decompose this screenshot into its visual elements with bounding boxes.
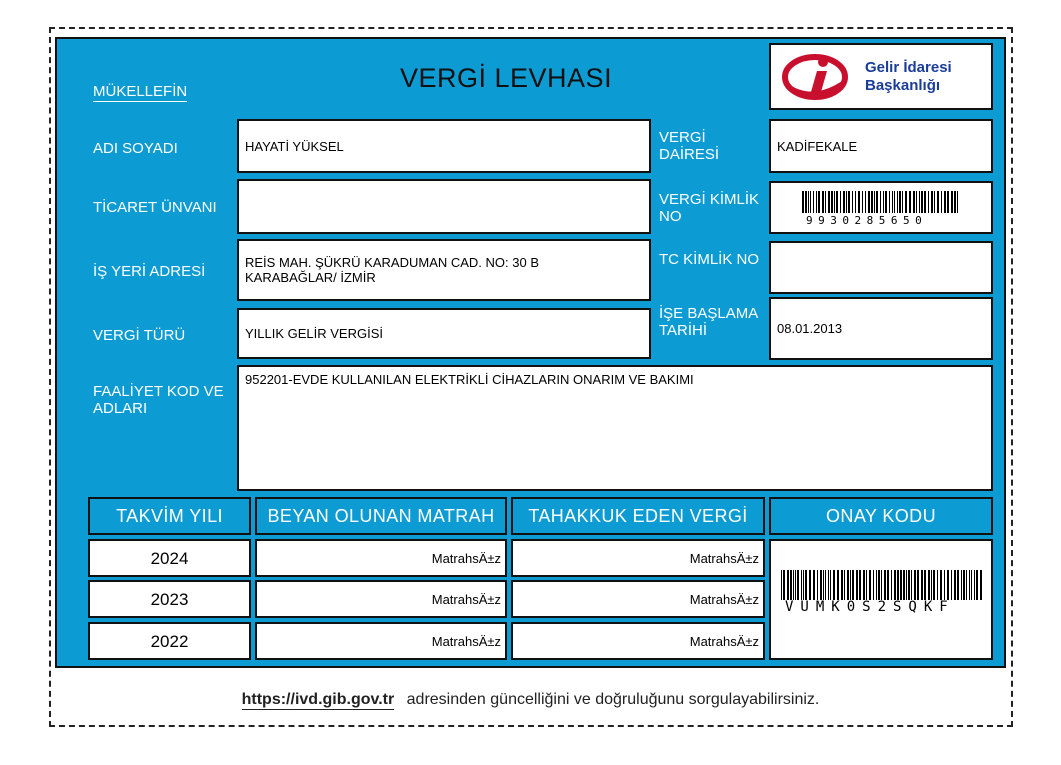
barcode-stripe — [937, 191, 939, 213]
label-ticaret-unvani: TİCARET ÜNVANI — [93, 199, 217, 216]
barcode-stripe — [884, 570, 886, 600]
barcode-stripe — [885, 191, 887, 213]
barcode-stripe — [813, 570, 815, 600]
vkn-barcode — [802, 191, 960, 213]
barcode-stripe — [805, 191, 807, 213]
barcode-stripe — [919, 191, 920, 213]
barcode-stripe — [963, 570, 965, 600]
barcode-stripe — [797, 570, 799, 600]
barcode-stripe — [961, 570, 962, 600]
barcode-stripe — [802, 191, 804, 213]
barcode-stripe — [921, 570, 923, 600]
table-row-matrah: MatrahsÄ±z — [255, 580, 507, 618]
barcode-stripe — [841, 570, 843, 600]
barcode-stripe — [847, 570, 849, 600]
value-vergi-dairesi: KADİFEKALE — [769, 119, 993, 173]
barcode-stripe — [801, 570, 802, 600]
barcode-stripe — [974, 570, 975, 600]
barcode-stripe — [897, 191, 898, 213]
barcode-stripe — [822, 191, 824, 213]
barcode-stripe — [971, 570, 972, 600]
barcode-stripe — [795, 570, 796, 600]
barcode-stripe — [783, 570, 785, 600]
barcode-stripe — [831, 191, 833, 213]
gib-logo — [769, 43, 993, 110]
barcode-stripe — [859, 570, 861, 600]
barcode-stripe — [805, 570, 807, 600]
barcode-stripe — [828, 570, 829, 600]
barcode-stripe — [902, 191, 903, 213]
barcode-stripe — [891, 570, 892, 600]
logo-line-2: Başkanlığı — [865, 76, 941, 94]
value-ise-baslama: 08.01.2013 — [769, 297, 993, 360]
barcode-stripe — [957, 191, 958, 213]
barcode-stripe — [900, 570, 902, 600]
onay-kodu-box — [769, 539, 993, 660]
barcode-stripe — [887, 570, 889, 600]
barcode-stripe — [840, 191, 841, 213]
barcode-stripe — [869, 570, 871, 600]
barcode-stripe — [880, 191, 881, 213]
value-is-yeri-adresi: REİS MAH. ŞÜKRÜ KARADUMAN CAD. NO: 30 B KARABAĞLAR/ İZMİR — [237, 239, 651, 301]
barcode-stripe — [908, 570, 910, 600]
logo-line-1: Gelir İdaresi — [865, 58, 952, 76]
table-row-year: 2022 — [88, 622, 251, 660]
barcode-stripe — [905, 191, 907, 213]
barcode-stripe — [787, 570, 789, 600]
tax-plate-panel — [55, 37, 1006, 668]
footer-text: adresinden güncelliğini ve doğruluğunu sorgulayabilirsiniz. — [406, 691, 820, 708]
barcode-stripe — [790, 570, 792, 600]
barcode-stripe — [837, 570, 839, 600]
barcode-stripe — [852, 570, 854, 600]
barcode-stripe — [899, 191, 901, 213]
barcode-stripe — [917, 570, 919, 600]
barcode-stripe — [876, 570, 877, 600]
barcode-stripe — [937, 570, 938, 600]
barcode-stripe — [803, 570, 804, 600]
label-ise-baslama: İŞE BAŞLAMA TARİHİ — [659, 305, 758, 339]
barcode-stripe — [809, 570, 811, 600]
barcode-stripe — [820, 570, 822, 600]
value-tc-kimlik-no — [769, 241, 993, 294]
label-tc-kimlik-no: TC KİMLİK NO — [659, 251, 760, 268]
barcode-stripe — [871, 191, 873, 213]
label-faaliyet: FAALİYET KOD VE ADLARI — [93, 383, 224, 417]
section-label: MÜKELLEFİN — [93, 83, 188, 100]
barcode-stripe — [940, 570, 942, 600]
value-ticaret-unvani — [237, 179, 651, 234]
barcode-stripe — [951, 191, 953, 213]
value-faaliyet: 952201-EVDE KULLANILAN ELEKTRİKLİ CİHAZLARIN ONARIM VE BAKIMI — [237, 365, 993, 491]
header-beyan-olunan-matrah: BEYAN OLUNAN MATRAH — [255, 497, 507, 535]
barcode-stripe — [897, 570, 899, 600]
barcode-stripe — [866, 570, 867, 600]
barcode-stripe — [928, 191, 929, 213]
barcode-stripe — [816, 191, 817, 213]
barcode-stripe — [924, 570, 926, 600]
barcode-stripe — [855, 191, 856, 213]
barcode-stripe — [825, 191, 826, 213]
onay-kodu-barcode — [781, 570, 983, 600]
barcode-stripe — [813, 191, 814, 213]
barcode-stripe — [883, 191, 884, 213]
barcode-stripe — [881, 570, 882, 600]
barcode-stripe — [858, 191, 860, 213]
barcode-stripe — [865, 191, 866, 213]
onay-kodu-text: VUMK0S2SQKF — [785, 599, 955, 615]
barcode-stripe — [924, 191, 926, 213]
barcode-stripe — [889, 191, 890, 213]
label-vergi-kimlik-no: VERGİ KİMLİK NO — [659, 191, 760, 225]
barcode-stripe — [916, 191, 917, 213]
barcode-stripe — [818, 191, 820, 213]
barcode-stripe — [966, 570, 967, 600]
barcode-stripe — [878, 570, 880, 600]
barcode-stripe — [850, 570, 851, 600]
header-onay-kodu: ONAY KODU — [769, 497, 993, 535]
barcode-stripe — [873, 570, 874, 600]
label-adi-soyadi: ADI SOYADI — [93, 140, 178, 157]
value-vergi-turu: YILLIK GELİR VERGİSİ — [237, 308, 651, 359]
barcode-stripe — [810, 191, 811, 213]
label-vergi-turu: VERGİ TÜRÜ — [93, 327, 186, 344]
barcode-stripe — [781, 570, 782, 600]
barcode-stripe — [846, 191, 847, 213]
barcode-stripe — [836, 191, 838, 213]
table-row-vergi: MatrahsÄ±z — [511, 580, 765, 618]
barcode-stripe — [892, 191, 893, 213]
barcode-stripe — [954, 191, 956, 213]
barcode-stripe — [928, 570, 930, 600]
value-vergi-kimlik-no — [769, 181, 993, 234]
header-tahakkuk-eden-vergi: TAHAKKUK EDEN VERGİ — [511, 497, 765, 535]
barcode-stripe — [914, 570, 916, 600]
table-row-year: 2023 — [88, 580, 251, 618]
barcode-stripe — [911, 570, 912, 600]
barcode-stripe — [848, 191, 850, 213]
barcode-stripe — [921, 191, 923, 213]
barcode-stripe — [931, 570, 932, 600]
barcode-stripe — [903, 570, 905, 600]
table-row-year: 2024 — [88, 539, 251, 577]
footer-link[interactable]: https://ivd.gib.gov.tr — [241, 691, 395, 708]
barcode-stripe — [976, 570, 978, 600]
barcode-stripe — [834, 191, 835, 213]
barcode-stripe — [947, 191, 949, 213]
barcode-stripe — [969, 570, 970, 600]
barcode-stripe — [906, 570, 907, 600]
barcode-stripe — [894, 191, 895, 213]
page-title: VERGİ LEVHASI — [400, 63, 613, 93]
barcode-stripe — [862, 191, 863, 213]
label-is-yeri-adresi: İŞ YERİ ADRESİ — [93, 263, 206, 280]
barcode-stripe — [931, 191, 933, 213]
barcode-stripe — [830, 570, 831, 600]
barcode-stripe — [844, 570, 845, 600]
table-row-vergi: MatrahsÄ±z — [511, 622, 765, 660]
barcode-stripe — [954, 570, 956, 600]
barcode-stripe — [793, 570, 794, 600]
barcode-stripe — [823, 570, 824, 600]
barcode-stripe — [934, 191, 935, 213]
barcode-stripe — [833, 570, 835, 600]
barcode-stripe — [947, 570, 949, 600]
vkn-barcode-text: 9930285650 — [806, 214, 928, 227]
barcode-stripe — [933, 570, 935, 600]
barcode-stripe — [843, 191, 845, 213]
barcode-stripe — [957, 570, 959, 600]
value-adi-soyadi: HAYATİ YÜKSEL — [237, 119, 651, 173]
barcode-stripe — [944, 191, 946, 213]
barcode-stripe — [874, 191, 875, 213]
barcode-stripe — [951, 570, 952, 600]
barcode-stripe — [828, 191, 830, 213]
table-row-vergi: MatrahsÄ±z — [511, 539, 765, 577]
barcode-stripe — [817, 570, 818, 600]
gib-i-logo-icon — [779, 52, 855, 102]
barcode-stripe — [980, 570, 982, 600]
barcode-stripe — [913, 191, 915, 213]
barcode-stripe — [863, 570, 865, 600]
table-row-matrah: MatrahsÄ±z — [255, 622, 507, 660]
barcode-stripe — [856, 570, 858, 600]
table-row-matrah: MatrahsÄ±z — [255, 539, 507, 577]
barcode-stripe — [868, 191, 870, 213]
barcode-stripe — [876, 191, 878, 213]
barcode-stripe — [825, 570, 826, 600]
barcode-stripe — [944, 570, 945, 600]
barcode-stripe — [808, 191, 809, 213]
label-vergi-dairesi: VERGİ DAİRESİ — [659, 129, 720, 163]
barcode-stripe — [894, 570, 896, 600]
barcode-stripe — [941, 191, 942, 213]
barcode-stripe — [852, 191, 853, 213]
footer — [0, 691, 1061, 709]
barcode-stripe — [909, 191, 911, 213]
header-takvim-yili: TAKVİM YILI — [88, 497, 251, 535]
